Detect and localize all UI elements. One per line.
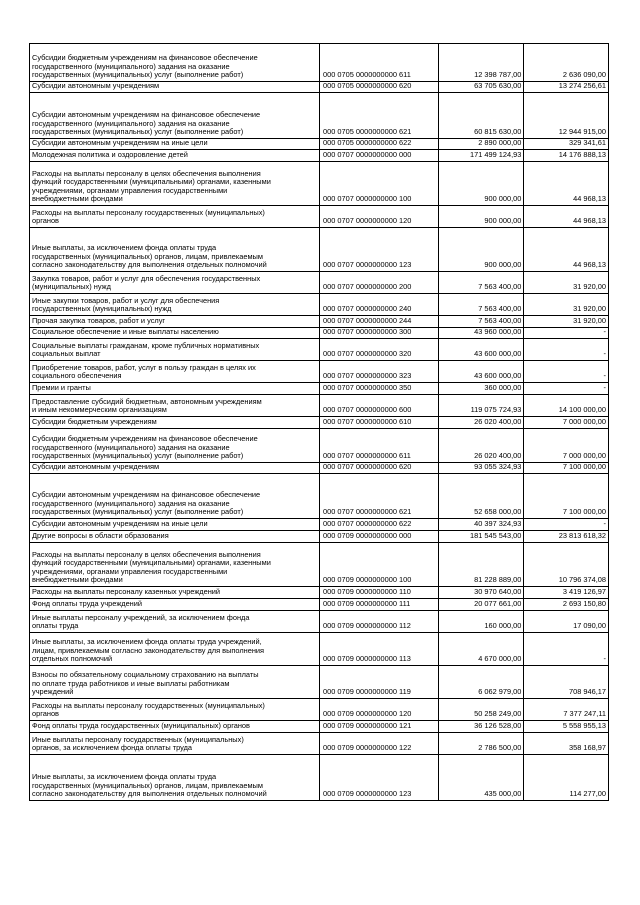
table-row	[30, 611, 609, 633]
row-code-cell: 000 0707 0000000000 610	[320, 417, 439, 429]
row-code-cell: 000 0707 0000000000 600	[320, 395, 439, 417]
row-name-cell: Субсидии автономным учреждениям на финансовое обеспечение государственного (муниципального) задания на оказание государственных (муниципальных) услуг (выполнение работ)	[30, 93, 320, 139]
row-code-cell: 000 0709 0000000000 000	[320, 531, 439, 543]
row-executed-value-cell: -	[524, 519, 609, 531]
table-row	[30, 519, 609, 531]
row-code-cell: 000 0707 0000000000 200	[320, 272, 439, 294]
table-row	[30, 82, 609, 93]
row-executed-value-cell: 5 558 955,13	[524, 721, 609, 733]
row-approved-value-cell: 160 000,00	[438, 611, 524, 633]
row-code-cell: 000 0707 0000000000 620	[320, 463, 439, 474]
table-row	[30, 633, 609, 666]
table-row	[30, 587, 609, 599]
row-executed-value-cell: 44 968,13	[524, 206, 609, 228]
row-code-cell: 000 0707 0000000000 320	[320, 339, 439, 361]
row-executed-value-cell: 14 100 000,00	[524, 395, 609, 417]
row-code-cell: 000 0705 0000000000 622	[320, 139, 439, 150]
table-row	[30, 328, 609, 339]
row-name-cell: Субсидии автономным учреждениям	[30, 463, 320, 474]
row-executed-value-cell: 2 693 150,80	[524, 599, 609, 611]
table-row	[30, 429, 609, 463]
row-approved-value-cell: 30 970 640,00	[438, 587, 524, 599]
row-executed-value-cell: 7 000 000,00	[524, 429, 609, 463]
row-code-cell: 000 0707 0000000000 240	[320, 294, 439, 316]
row-approved-value-cell: 50 258 249,00	[438, 699, 524, 721]
row-approved-value-cell: 40 397 324,93	[438, 519, 524, 531]
row-name-cell: Иные выплаты, за исключением фонда оплаты труда учреждений, лицам, привлекаемым согласно законодательству для выполнения отдельных полномочий	[30, 633, 320, 666]
row-approved-value-cell: 2 786 500,00	[438, 733, 524, 755]
table-row	[30, 93, 609, 139]
row-code-cell: 000 0707 0000000000 300	[320, 328, 439, 339]
row-approved-value-cell: 63 705 630,00	[438, 82, 524, 93]
row-name-cell: Расходы на выплаты персоналу государственных (муниципальных) органов	[30, 699, 320, 721]
row-executed-value-cell: -	[524, 361, 609, 383]
row-name-cell: Иные выплаты персоналу учреждений, за исключением фонда оплаты труда	[30, 611, 320, 633]
row-approved-value-cell: 43 960 000,00	[438, 328, 524, 339]
row-approved-value-cell: 2 890 000,00	[438, 139, 524, 150]
row-approved-value-cell: 43 600 000,00	[438, 339, 524, 361]
table-row	[30, 383, 609, 395]
row-approved-value-cell: 81 228 889,00	[438, 543, 524, 587]
row-name-cell: Расходы на выплаты персоналу в целях обеспечения выполнения функций государственными (муниципальными) органами, казенными учреждениями, органами управления государственными внебюджетными фондами	[30, 543, 320, 587]
row-approved-value-cell: 20 077 661,00	[438, 599, 524, 611]
table-row	[30, 474, 609, 519]
table-row	[30, 543, 609, 587]
row-name-cell: Другие вопросы в области образования	[30, 531, 320, 543]
table-row	[30, 339, 609, 361]
row-approved-value-cell: 900 000,00	[438, 206, 524, 228]
table-row	[30, 361, 609, 383]
table-row	[30, 599, 609, 611]
row-executed-value-cell: 329 341,61	[524, 139, 609, 150]
table-row	[30, 395, 609, 417]
row-executed-value-cell: 2 636 090,00	[524, 44, 609, 82]
budget-table-body	[30, 44, 609, 801]
row-code-cell: 000 0709 0000000000 122	[320, 733, 439, 755]
row-executed-value-cell: 114 277,00	[524, 755, 609, 801]
row-executed-value-cell: 7 100 000,00	[524, 463, 609, 474]
row-executed-value-cell: 44 968,13	[524, 162, 609, 206]
row-code-cell: 000 0707 0000000000 000	[320, 150, 439, 162]
row-executed-value-cell: 44 968,13	[524, 228, 609, 272]
row-name-cell: Субсидии автономным учреждениям на иные цели	[30, 519, 320, 531]
row-approved-value-cell: 119 075 724,93	[438, 395, 524, 417]
row-executed-value-cell: 708 946,17	[524, 666, 609, 699]
row-approved-value-cell: 181 545 543,00	[438, 531, 524, 543]
row-executed-value-cell: 17 090,00	[524, 611, 609, 633]
row-name-cell: Расходы на выплаты персоналу казенных учреждений	[30, 587, 320, 599]
row-code-cell: 000 0705 0000000000 621	[320, 93, 439, 139]
row-approved-value-cell: 7 563 400,00	[438, 272, 524, 294]
row-code-cell: 000 0709 0000000000 112	[320, 611, 439, 633]
row-code-cell: 000 0707 0000000000 244	[320, 316, 439, 328]
row-name-cell: Закупка товаров, работ и услуг для обеспечения государственных (муниципальных) нужд	[30, 272, 320, 294]
row-name-cell: Иные выплаты, за исключением фонда оплаты труда государственных (муниципальных) органов, лицам, привлекаемым согласно законодательству для выполнения отдельных полномочий	[30, 755, 320, 801]
row-executed-value-cell: 23 813 618,32	[524, 531, 609, 543]
row-name-cell: Премии и гранты	[30, 383, 320, 395]
row-approved-value-cell: 26 020 400,00	[438, 429, 524, 463]
row-approved-value-cell: 7 563 400,00	[438, 294, 524, 316]
table-row	[30, 150, 609, 162]
row-approved-value-cell: 36 126 528,00	[438, 721, 524, 733]
row-code-cell: 000 0707 0000000000 621	[320, 474, 439, 519]
row-name-cell: Иные закупки товаров, работ и услуг для обеспечения государственных (муниципальных) нужд	[30, 294, 320, 316]
row-name-cell: Субсидии автономным учреждениям на финансовое обеспечение государственного (муниципального) задания на оказание государственных (муниципальных) услуг (выполнение работ)	[30, 474, 320, 519]
table-row	[30, 162, 609, 206]
row-approved-value-cell: 900 000,00	[438, 162, 524, 206]
row-code-cell: 000 0707 0000000000 622	[320, 519, 439, 531]
table-row	[30, 463, 609, 474]
row-approved-value-cell: 7 563 400,00	[438, 316, 524, 328]
budget-table	[29, 43, 609, 801]
row-name-cell: Прочая закупка товаров, работ и услуг	[30, 316, 320, 328]
row-approved-value-cell: 171 499 124,93	[438, 150, 524, 162]
row-name-cell: Социальное обеспечение и иные выплаты населению	[30, 328, 320, 339]
row-name-cell: Предоставление субсидий бюджетным, автономным учреждениям и иным некоммерческим организациям	[30, 395, 320, 417]
row-code-cell: 000 0705 0000000000 611	[320, 44, 439, 82]
row-executed-value-cell: 7 377 247,11	[524, 699, 609, 721]
table-row	[30, 44, 609, 82]
row-code-cell: 000 0705 0000000000 620	[320, 82, 439, 93]
row-name-cell: Субсидии бюджетным учреждениям	[30, 417, 320, 429]
row-name-cell: Фонд оплаты труда государственных (муниципальных) органов	[30, 721, 320, 733]
row-executed-value-cell: 12 944 915,00	[524, 93, 609, 139]
row-executed-value-cell: 3 419 126,97	[524, 587, 609, 599]
row-name-cell: Субсидии бюджетным учреждениям на финансовое обеспечение государственного (муниципального) задания на оказание государственных (муниципальных) услуг (выполнение работ)	[30, 429, 320, 463]
table-row	[30, 755, 609, 801]
row-code-cell: 000 0707 0000000000 123	[320, 228, 439, 272]
row-approved-value-cell: 52 658 000,00	[438, 474, 524, 519]
table-row	[30, 316, 609, 328]
row-executed-value-cell: 14 176 888,13	[524, 150, 609, 162]
row-executed-value-cell: 7 100 000,00	[524, 474, 609, 519]
row-code-cell: 000 0707 0000000000 350	[320, 383, 439, 395]
row-executed-value-cell: 31 920,00	[524, 272, 609, 294]
row-executed-value-cell: 10 796 374,08	[524, 543, 609, 587]
table-row	[30, 733, 609, 755]
row-executed-value-cell: 31 920,00	[524, 316, 609, 328]
row-name-cell: Субсидии бюджетным учреждениям на финансовое обеспечение государственного (муниципального) задания на оказание государственных (муниципальных) услуг (выполнение работ)	[30, 44, 320, 82]
row-code-cell: 000 0709 0000000000 100	[320, 543, 439, 587]
row-approved-value-cell: 435 000,00	[438, 755, 524, 801]
row-code-cell: 000 0709 0000000000 121	[320, 721, 439, 733]
row-approved-value-cell: 6 062 979,00	[438, 666, 524, 699]
row-name-cell: Социальные выплаты гражданам, кроме публичных нормативных социальных выплат	[30, 339, 320, 361]
row-code-cell: 000 0709 0000000000 120	[320, 699, 439, 721]
table-row	[30, 294, 609, 316]
row-code-cell: 000 0707 0000000000 323	[320, 361, 439, 383]
table-row	[30, 272, 609, 294]
row-approved-value-cell: 60 815 630,00	[438, 93, 524, 139]
row-code-cell: 000 0709 0000000000 119	[320, 666, 439, 699]
row-name-cell: Иные выплаты, за исключением фонда оплаты труда государственных (муниципальных) органов, лицам, привлекаемым согласно законодательству для выполнения отдельных полномочий	[30, 228, 320, 272]
row-approved-value-cell: 43 600 000,00	[438, 361, 524, 383]
table-row	[30, 417, 609, 429]
row-name-cell: Расходы на выплаты персоналу в целях обеспечения выполнения функций государственными (муниципальными) органами, казенными учреждениями, органами управления государственными внебюджетными фондами	[30, 162, 320, 206]
row-approved-value-cell: 900 000,00	[438, 228, 524, 272]
row-executed-value-cell: 7 000 000,00	[524, 417, 609, 429]
row-approved-value-cell: 12 398 787,00	[438, 44, 524, 82]
row-executed-value-cell: -	[524, 633, 609, 666]
row-code-cell: 000 0707 0000000000 100	[320, 162, 439, 206]
row-executed-value-cell: 31 920,00	[524, 294, 609, 316]
row-approved-value-cell: 360 000,00	[438, 383, 524, 395]
row-approved-value-cell: 26 020 400,00	[438, 417, 524, 429]
row-approved-value-cell: 93 055 324,93	[438, 463, 524, 474]
row-name-cell: Приобретение товаров, работ, услуг в пользу граждан в целях их социального обеспечения	[30, 361, 320, 383]
row-executed-value-cell: -	[524, 383, 609, 395]
row-code-cell: 000 0709 0000000000 110	[320, 587, 439, 599]
row-executed-value-cell: 13 274 256,61	[524, 82, 609, 93]
row-code-cell: 000 0707 0000000000 120	[320, 206, 439, 228]
row-code-cell: 000 0709 0000000000 113	[320, 633, 439, 666]
row-name-cell: Субсидии автономным учреждениям	[30, 82, 320, 93]
row-executed-value-cell: 358 168,97	[524, 733, 609, 755]
table-row	[30, 666, 609, 699]
row-name-cell: Субсидии автономным учреждениям на иные цели	[30, 139, 320, 150]
table-row	[30, 721, 609, 733]
row-code-cell: 000 0709 0000000000 111	[320, 599, 439, 611]
row-name-cell: Иные выплаты персоналу государственных (муниципальных) органов, за исключением фонда оплаты труда	[30, 733, 320, 755]
row-name-cell: Расходы на выплаты персоналу государственных (муниципальных) органов	[30, 206, 320, 228]
row-approved-value-cell: 4 670 000,00	[438, 633, 524, 666]
table-row	[30, 228, 609, 272]
row-code-cell: 000 0707 0000000000 611	[320, 429, 439, 463]
row-name-cell: Фонд оплаты труда учреждений	[30, 599, 320, 611]
table-row	[30, 531, 609, 543]
table-row	[30, 139, 609, 150]
row-executed-value-cell: -	[524, 339, 609, 361]
row-name-cell: Взносы по обязательному социальному страхованию на выплаты по оплате труда работников и иные выплаты работникам учреждений	[30, 666, 320, 699]
table-row	[30, 699, 609, 721]
row-executed-value-cell: -	[524, 328, 609, 339]
row-code-cell: 000 0709 0000000000 123	[320, 755, 439, 801]
table-row	[30, 206, 609, 228]
row-name-cell: Молодежная политика и оздоровление детей	[30, 150, 320, 162]
